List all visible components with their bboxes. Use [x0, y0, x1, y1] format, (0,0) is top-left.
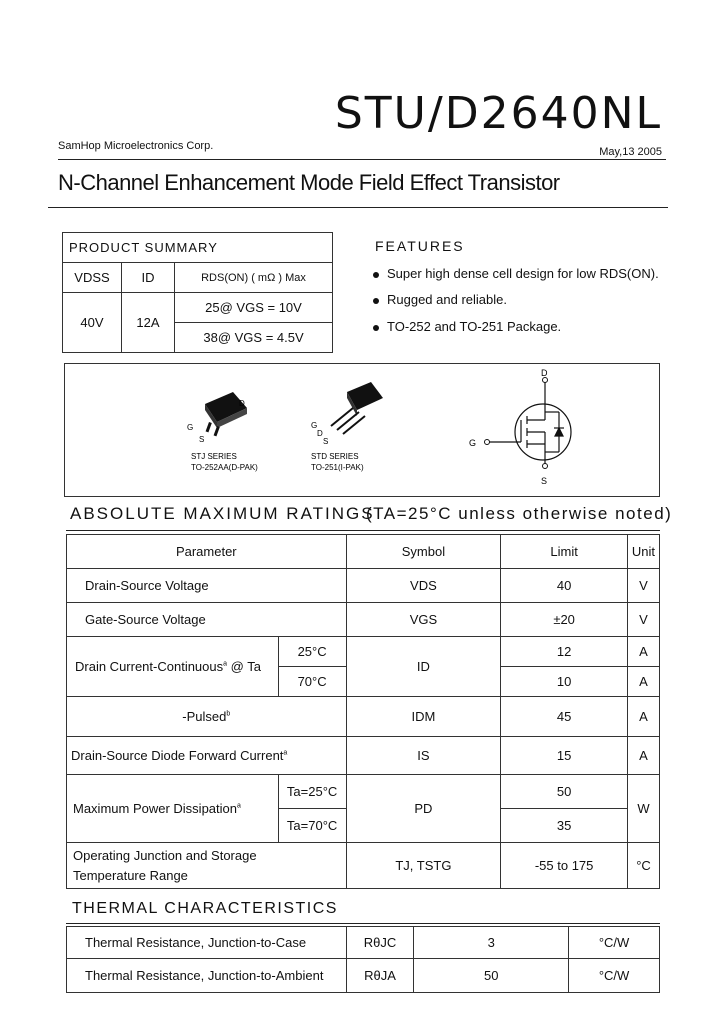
ipak-pin-s: S: [323, 437, 329, 446]
stj-package-label: TO-252AA(D-PAK): [191, 463, 258, 472]
footnote-mark: a: [283, 749, 288, 757]
header-unit: Unit: [627, 535, 659, 569]
temp-id-25: 25°C: [278, 637, 346, 667]
temp-id-70: 70°C: [278, 667, 346, 697]
subtitle-rule: [48, 207, 668, 208]
header-parameter: Parameter: [67, 535, 347, 569]
footnote-mark: a: [223, 660, 228, 668]
symbol-tj: TJ, TSTG: [346, 843, 501, 889]
stj-series-label: STJ SERIES: [191, 452, 237, 461]
rds-value-1: 25@ VGS = 10V: [175, 293, 333, 323]
symbol-idm: IDM: [346, 697, 501, 737]
feature-text: Rugged and reliable.: [387, 292, 507, 307]
package-diagram-box: [64, 363, 660, 497]
limit-id-70: 10: [501, 667, 628, 697]
thermal-title: THERMAL CHARACTERISTICS: [72, 900, 338, 917]
mosfet-symbol-icon: [487, 380, 571, 466]
header-rule: [58, 159, 666, 160]
abs-max-note: (TA=25°C unless otherwise noted): [366, 504, 673, 523]
param-tj: [67, 843, 347, 889]
limit-pd-25: 50: [501, 775, 628, 809]
param-idm: [67, 697, 347, 737]
param-tj-line1: Operating Junction and Storage: [73, 847, 257, 863]
limit-vgs: ±20: [501, 603, 628, 637]
features-title: FEATURES: [375, 238, 465, 254]
vdss-value: 40V: [63, 293, 122, 353]
rds-value-2: 38@ VGS = 4.5V: [175, 323, 333, 353]
param-is: [67, 737, 347, 775]
symbol-vds: VDS: [346, 569, 501, 603]
product-summary-title: PRODUCT SUMMARY: [63, 233, 333, 263]
company-name: SamHop Microelectronics Corp.: [58, 140, 214, 152]
thermal-rule: [66, 923, 660, 924]
bullet-icon: [373, 272, 379, 278]
thermal-param-ambient: Thermal Resistance, Junction-to-Ambient: [67, 959, 347, 993]
thermal-limit-case: 3: [414, 927, 569, 959]
header-limit: Limit: [501, 535, 628, 569]
footnote-mark: a: [237, 802, 241, 810]
unit-vgs: V: [627, 603, 659, 637]
unit-pd: W: [627, 775, 659, 843]
document-date: May,13 2005: [599, 146, 662, 158]
bullet-icon: [373, 325, 379, 331]
thermal-unit-case: °C/W: [569, 927, 660, 959]
symbol-pd: PD: [346, 775, 501, 843]
symbol-pin-g: G: [469, 438, 477, 448]
limit-pd-70: 35: [501, 809, 628, 843]
feature-item: [373, 266, 659, 281]
col-id: ID: [122, 263, 175, 293]
temp-pd-25: Ta=25°C: [278, 775, 346, 809]
param-is-label: Drain-Source Diode Forward Current: [71, 748, 284, 763]
std-series-label: STD SERIES: [311, 452, 359, 461]
drain-terminal-icon: [543, 378, 548, 383]
thermal-symbol-ambient: RθJA: [346, 959, 414, 993]
bullet-icon: [373, 298, 379, 304]
ipak-pin-g: G: [311, 421, 318, 430]
unit-tj: °C: [627, 843, 659, 889]
footnote-mark: b: [226, 710, 231, 718]
dpak-pin-d: D: [239, 399, 245, 408]
ipak-pin-d: D: [317, 429, 323, 438]
param-pd-label: Maximum Power Dissipation: [73, 801, 237, 816]
temp-pd-70: Ta=70°C: [278, 809, 346, 843]
package-diagram: [65, 364, 659, 496]
abs-max-rule: [66, 530, 660, 531]
param-tj-line2: Temperature Range: [73, 867, 188, 883]
col-rds: RDS(ON) ( mΩ ) Max: [175, 263, 333, 293]
abs-max-title: ABSOLUTE MAXIMUM RATINGS: [70, 504, 375, 523]
symbol-vgs: VGS: [346, 603, 501, 637]
gate-terminal-icon: [485, 440, 490, 445]
product-summary-table: [62, 232, 333, 353]
param-pd: [67, 775, 279, 843]
param-idm-label: -Pulsed: [182, 709, 227, 724]
param-id-label: Drain Current-Continuous: [75, 659, 224, 674]
unit-idm: A: [627, 697, 659, 737]
limit-tj: -55 to 175: [501, 843, 628, 889]
ipak-package-icon: [331, 382, 383, 434]
thermal-limit-ambient: 50: [414, 959, 569, 993]
symbol-pin-d: D: [541, 368, 548, 378]
id-value: 12A: [122, 293, 175, 353]
feature-text: TO-252 and TO-251 Package.: [387, 319, 562, 334]
header-symbol: Symbol: [346, 535, 501, 569]
dpak-pin-s: S: [199, 435, 205, 444]
thermal-unit-ambient: °C/W: [569, 959, 660, 993]
unit-id-70: A: [627, 667, 659, 697]
feature-item: [373, 292, 507, 307]
abs-max-table: [66, 534, 660, 889]
source-terminal-icon: [543, 464, 548, 469]
unit-vds: V: [627, 569, 659, 603]
limit-id-25: 12: [501, 637, 628, 667]
limit-is: 15: [501, 737, 628, 775]
limit-vds: 40: [501, 569, 628, 603]
param-id: [67, 637, 279, 697]
symbol-is: IS: [346, 737, 501, 775]
unit-is: A: [627, 737, 659, 775]
feature-item: [373, 319, 561, 334]
param-vds: Drain-Source Voltage: [67, 569, 347, 603]
document-subtitle: N-Channel Enhancement Mode Field Effect Transistor: [58, 170, 560, 195]
limit-idm: 45: [501, 697, 628, 737]
feature-text: Super high dense cell design for low RDS(ON).: [387, 266, 659, 281]
thermal-param-case: Thermal Resistance, Junction-to-Case: [67, 927, 347, 959]
dpak-pin-g: G: [187, 423, 194, 432]
thermal-table: [66, 926, 660, 993]
thermal-symbol-case: RθJC: [346, 927, 414, 959]
part-number: STU/D2640NL: [334, 88, 662, 139]
param-id-at: @ Ta: [230, 659, 261, 674]
param-vgs: Gate-Source Voltage: [67, 603, 347, 637]
symbol-id: ID: [346, 637, 501, 697]
col-vdss: VDSS: [63, 263, 122, 293]
symbol-pin-s: S: [541, 476, 548, 486]
unit-id-25: A: [627, 637, 659, 667]
std-package-label: TO-251(I-PAK): [311, 463, 364, 472]
